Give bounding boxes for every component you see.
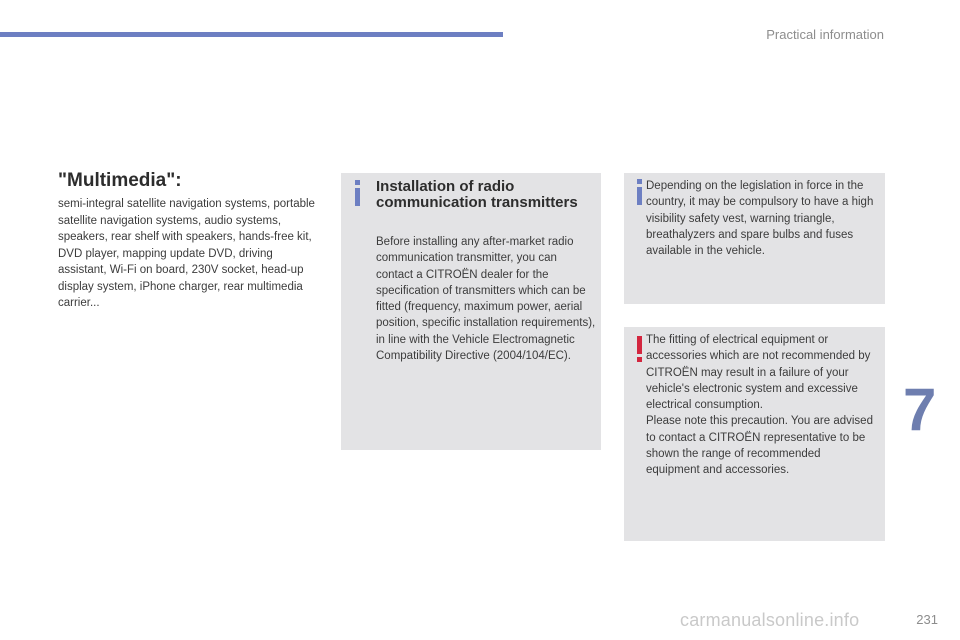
multimedia-heading: "Multimedia": (58, 170, 182, 191)
installation-info-box (341, 173, 601, 450)
installation-title: Installation of radio communication transmitters (376, 178, 578, 211)
legislation-info-box (624, 173, 885, 304)
warning-text-part-2: Please note this precaution. You are advised to contact a CITROËN representative to be shown the range of recommended equipment and accessories. (646, 415, 873, 477)
section-title: Practical information (766, 27, 884, 42)
exclamation-icon (637, 336, 642, 362)
chapter-number: 7 (903, 376, 937, 443)
watermark: carmanualsonline.info (680, 610, 860, 630)
warning-text-part-1: The fitting of electrical equipment or accessories which are not recommended by CITROËN may result in a failure of your vehicle's electronic system and excessive electrical consumption. (646, 334, 871, 412)
legislation-text: Depending on the legislation in force in the country, it may be compulsory to have a high visibility safety vest, warning triangle, breathalyzers and spare bulbs and fuses available in the vehicle. (646, 180, 874, 258)
multimedia-text: semi-integral satellite navigation systems, portable satellite navigation systems, audio systems, speakers, rear shelf with speakers, hands-free kit, DVD player, mapping update DVD, driving assistant, Wi-Fi on board, 230V socket, head-up display system, iPhone charger, rear multimedia carrier... (58, 198, 315, 309)
info-icon (355, 180, 360, 206)
info-icon (637, 179, 642, 205)
installation-text: Before installing any after-market radio communication transmitter, you can contact a CITROËN dealer for the specification of transmitters which can be fitted (frequency, maximum power, aerial position, specific installation requirements), in line with the Vehicle Electromagnetic Compatibility Directive (2004/104/EC). (376, 236, 596, 363)
header-accent-bar (0, 32, 503, 37)
warning-box (624, 327, 885, 541)
page-number: 231 (916, 612, 938, 627)
warning-text (646, 332, 876, 479)
